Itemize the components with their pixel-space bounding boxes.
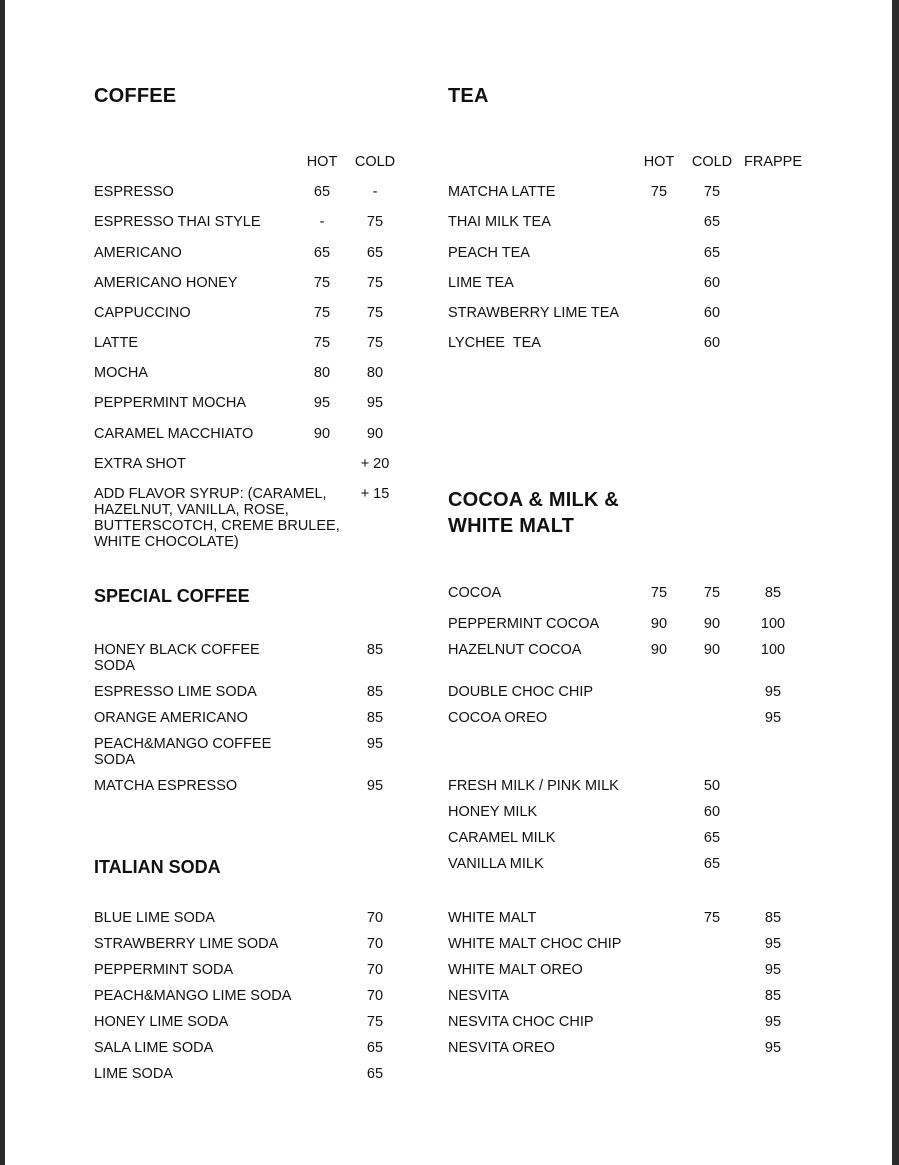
menu-item-name: COCOA OREO [448, 710, 548, 726]
menu-item-name: STRAWBERRY LIME TEA [448, 305, 620, 321]
menu-item-hot-price: 95 [313, 395, 331, 411]
menu-item-name: LYCHEE TEA [448, 335, 541, 351]
menu-item-cold-price: 50 [703, 778, 721, 794]
tea-cold-header: COLD [691, 154, 733, 170]
menu-item-hot-price: 90 [313, 426, 331, 442]
menu-item-name: STRAWBERRY LIME SODA [94, 936, 279, 952]
menu-item-name: NESVITA [448, 988, 509, 1004]
menu-item-cold-price: 60 [703, 305, 721, 321]
menu-item-hot-price: 90 [650, 616, 668, 632]
menu-item-name: ESPRESSO [94, 184, 174, 200]
menu-item-cold-price: 65 [703, 830, 721, 846]
menu-item-cold-price: 65 [366, 1066, 384, 1082]
menu-item-name: NESVITA OREO [448, 1040, 555, 1056]
menu-item-hot-price: 75 [313, 335, 331, 351]
menu-item-name: WHITE MALT [448, 910, 537, 926]
menu-item-name: PEPPERMINT MOCHA [94, 395, 247, 411]
menu-item-name: LATTE [94, 335, 139, 351]
menu-item-frappe-price: 85 [764, 988, 782, 1004]
menu-item-name: CARAMEL MACCHIATO [94, 426, 254, 442]
menu-item-hot-price: 90 [650, 642, 668, 658]
menu-item-hot-price: 75 [313, 275, 331, 291]
menu-item-name: HAZELNUT COCOA [448, 642, 582, 658]
menu-item-name: WHITE MALT OREO [448, 962, 583, 978]
menu-item-name: HONEY BLACK COFFEE SODA [94, 642, 260, 674]
menu-item-frappe-price: 95 [764, 1040, 782, 1056]
menu-item-cold-price: 85 [366, 642, 384, 658]
menu-item-cold-price: 80 [366, 365, 384, 381]
coffee-hot-header: HOT [306, 154, 338, 170]
tea-heading: TEA [448, 85, 489, 107]
menu-item-cold-price: 65 [703, 856, 721, 872]
menu-item-cold-price: 75 [366, 275, 384, 291]
menu-item-hot-price: 75 [313, 305, 331, 321]
menu-item-name: FRESH MILK / PINK MILK [448, 778, 619, 794]
menu-item-cold-price: 95 [366, 736, 384, 752]
menu-item-hot-price: 75 [650, 184, 668, 200]
menu-item-cold-price: + 15 [360, 486, 390, 502]
menu-item-frappe-price: 100 [760, 642, 786, 658]
menu-item-name: HONEY LIME SODA [94, 1014, 229, 1030]
special-coffee-heading: SPECIAL COFFEE [94, 586, 250, 606]
menu-item-cold-price: 70 [366, 910, 384, 926]
menu-item-name: AMERICANO HONEY [94, 275, 238, 291]
menu-item-name: MATCHA ESPRESSO [94, 778, 238, 794]
menu-item-cold-price: 60 [703, 335, 721, 351]
menu-item-name: SALA LIME SODA [94, 1040, 214, 1056]
coffee-cold-header: COLD [354, 154, 396, 170]
menu-item-cold-price: 75 [366, 305, 384, 321]
menu-item-cold-price: 85 [366, 710, 384, 726]
menu-item-name: VANILLA MILK [448, 856, 544, 872]
menu-item-frappe-price: 95 [764, 936, 782, 952]
menu-item-cold-price: + 20 [360, 456, 390, 472]
menu-item-cold-price: 90 [703, 616, 721, 632]
tea-frappe-header: FRAPPE [743, 154, 802, 170]
menu-item-frappe-price: 95 [764, 710, 782, 726]
menu-item-cold-price: 75 [366, 335, 384, 351]
menu-item-name: ESPRESSO LIME SODA [94, 684, 257, 700]
menu-item-cold-price: 75 [703, 585, 721, 601]
menu-item-cold-price: 65 [703, 214, 721, 230]
menu-item-name: ADD FLAVOR SYRUP: (CARAMEL, HAZELNUT, VANILLA, ROSE, BUTTERSCOTCH, CREME BRULEE, WHITE CHOCOLATE) [94, 486, 340, 550]
menu-item-name: HONEY MILK [448, 804, 538, 820]
menu-item-frappe-price: 95 [764, 962, 782, 978]
menu-item-hot-price: 65 [313, 184, 331, 200]
menu-item-frappe-price: 95 [764, 684, 782, 700]
menu-item-cold-price: 90 [366, 426, 384, 442]
tea-hot-header: HOT [643, 154, 675, 170]
menu-item-name: PEACH TEA [448, 245, 530, 261]
menu-item-name: LIME SODA [94, 1066, 173, 1082]
menu-item-name: BLUE LIME SODA [94, 910, 215, 926]
menu-item-cold-price: 60 [703, 275, 721, 291]
menu-item-frappe-price: 100 [760, 616, 786, 632]
menu-item-cold-price: 95 [366, 778, 384, 794]
menu-item-name: DOUBLE CHOC CHIP [448, 684, 594, 700]
menu-item-frappe-price: 85 [764, 585, 782, 601]
menu-item-name: CARAMEL MILK [448, 830, 556, 846]
menu-item-name: WHITE MALT CHOC CHIP [448, 936, 622, 952]
menu-item-name: ORANGE AMERICANO [94, 710, 248, 726]
menu-item-name: NESVITA CHOC CHIP [448, 1014, 594, 1030]
menu-item-name: MOCHA [94, 365, 148, 381]
menu-item-frappe-price: 95 [764, 1014, 782, 1030]
menu-item-frappe-price: 85 [764, 910, 782, 926]
menu-item-name: LIME TEA [448, 275, 514, 291]
menu-item-name: PEPPERMINT COCOA [448, 616, 600, 632]
menu-item-cold-price: 85 [366, 684, 384, 700]
menu-item-name: ESPRESSO THAI STYLE [94, 214, 261, 230]
menu-item-cold-price: 70 [366, 962, 384, 978]
menu-item-cold-price: 75 [366, 214, 384, 230]
menu-item-cold-price: 65 [366, 1040, 384, 1056]
menu-item-name: COCOA [448, 585, 502, 601]
menu-item-name: AMERICANO [94, 245, 182, 261]
cocoa-heading: COCOA & MILK & WHITE MALT [448, 489, 619, 537]
coffee-heading: COFFEE [94, 85, 177, 107]
menu-item-cold-price: 95 [366, 395, 384, 411]
menu-item-name: PEPPERMINT SODA [94, 962, 234, 978]
menu-item-hot-price: 75 [650, 585, 668, 601]
menu-item-cold-price: 75 [703, 184, 721, 200]
menu-item-cold-price: 65 [366, 245, 384, 261]
menu-item-name: PEACH&MANGO LIME SODA [94, 988, 292, 1004]
italian-soda-heading: ITALIAN SODA [94, 857, 221, 877]
menu-item-cold-price: - [372, 184, 378, 200]
menu-item-name: EXTRA SHOT [94, 456, 186, 472]
frame-right-border [892, 0, 899, 1165]
menu-item-cold-price: 75 [366, 1014, 384, 1030]
menu-item-name: PEACH&MANGO COFFEE SODA [94, 736, 272, 768]
menu-item-cold-price: 60 [703, 804, 721, 820]
menu-item-cold-price: 70 [366, 936, 384, 952]
menu-page [5, 0, 892, 1165]
menu-item-name: THAI MILK TEA [448, 214, 551, 230]
menu-item-hot-price: - [319, 214, 325, 230]
menu-item-cold-price: 75 [703, 910, 721, 926]
menu-item-name: MATCHA LATTE [448, 184, 556, 200]
menu-item-name: CAPPUCCINO [94, 305, 191, 321]
menu-item-cold-price: 70 [366, 988, 384, 1004]
menu-item-hot-price: 65 [313, 245, 331, 261]
menu-item-hot-price: 80 [313, 365, 331, 381]
menu-item-cold-price: 90 [703, 642, 721, 658]
menu-item-cold-price: 65 [703, 245, 721, 261]
